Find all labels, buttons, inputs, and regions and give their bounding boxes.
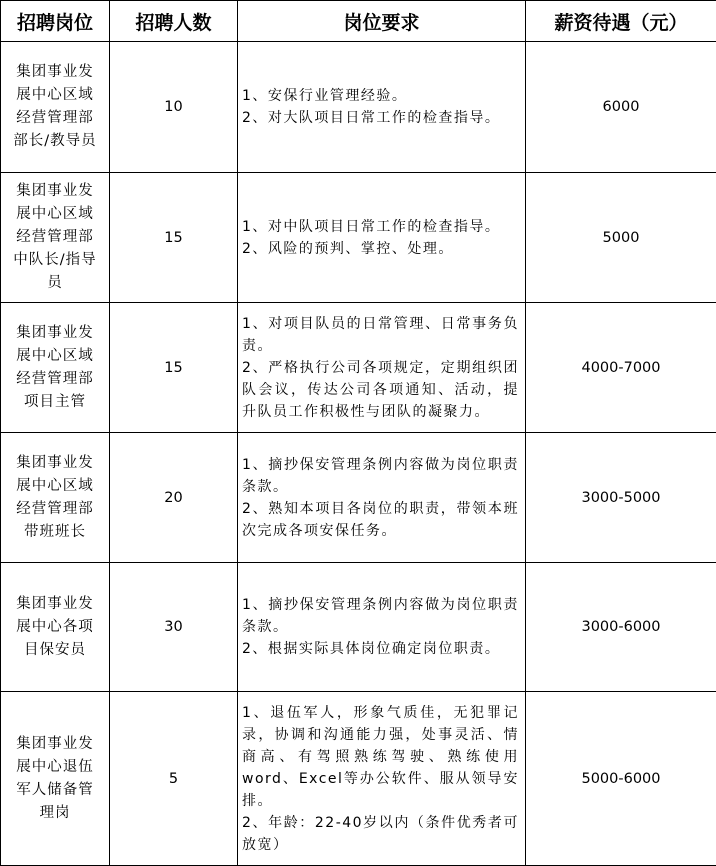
position-cell: 集团事业发展中心各项目保安员 [1, 563, 110, 692]
count-cell: 5 [110, 692, 238, 866]
table-row [1, 42, 716, 173]
salary-cell: 3000-5000 [526, 433, 716, 563]
requirements-cell [238, 563, 526, 692]
requirement-item: 2、年龄：22-40岁以内（条件优秀者可放宽） [242, 812, 519, 856]
count-cell: 20 [110, 433, 238, 563]
count-cell: 30 [110, 563, 238, 692]
position-cell: 集团事业发展中心区域经营管理部部长/教导员 [1, 42, 110, 173]
requirement-item: 2、根据实际具体岗位确定岗位职责。 [242, 638, 519, 660]
table-row [1, 692, 716, 866]
requirement-item: 2、对大队项目日常工作的检查指导。 [242, 107, 519, 129]
header-salary: 薪资待遇（元） [526, 1, 716, 42]
salary-cell: 5000-6000 [526, 692, 716, 866]
requirements-cell [238, 42, 526, 173]
count-cell: 10 [110, 42, 238, 173]
requirement-item: 2、熟知本项目各岗位的职责，带领本班次完成各项安保任务。 [242, 498, 519, 542]
requirements-cell [238, 433, 526, 563]
position-cell: 集团事业发展中心区域经营管理部中队长/指导员 [1, 173, 110, 303]
requirement-item: 1、摘抄保安管理条例内容做为岗位职责条款。 [242, 454, 519, 498]
requirement-item: 2、严格执行公司各项规定，定期组织团队会议，传达公司各项通知、活动，提升队员工作积极性与团队的凝聚力。 [242, 357, 519, 423]
requirements-cell [238, 303, 526, 433]
requirement-item: 1、对中队项目日常工作的检查指导。 [242, 216, 519, 238]
header-position: 招聘岗位 [1, 1, 110, 42]
header-requirements: 岗位要求 [238, 1, 526, 42]
salary-cell: 3000-6000 [526, 563, 716, 692]
table-row [1, 173, 716, 303]
salary-cell: 5000 [526, 173, 716, 303]
requirement-item: 1、安保行业管理经验。 [242, 85, 519, 107]
header-row [1, 1, 716, 42]
requirements-cell [238, 173, 526, 303]
count-cell: 15 [110, 173, 238, 303]
requirement-item: 1、对项目队员的日常管理、日常事务负责。 [242, 313, 519, 357]
position-cell: 集团事业发展中心区域经营管理部项目主管 [1, 303, 110, 433]
header-count: 招聘人数 [110, 1, 238, 42]
table-row [1, 303, 716, 433]
position-cell: 集团事业发展中心退伍军人储备管理岗 [1, 692, 110, 866]
salary-cell: 4000-7000 [526, 303, 716, 433]
requirement-item: 2、风险的预判、掌控、处理。 [242, 238, 519, 260]
position-cell: 集团事业发展中心区域经营管理部带班班长 [1, 433, 110, 563]
salary-cell: 6000 [526, 42, 716, 173]
count-cell: 15 [110, 303, 238, 433]
requirement-item: 1、摘抄保安管理条例内容做为岗位职责条款。 [242, 594, 519, 638]
table-row [1, 433, 716, 563]
requirement-item: 1、退伍军人，形象气质佳，无犯罪记录，协调和沟通能力强，处事灵活、情商高、有驾照熟练驾驶、熟练使用word、Excel等办公软件、服从领导安排。 [242, 702, 519, 812]
requirements-cell [238, 692, 526, 866]
table-row [1, 563, 716, 692]
